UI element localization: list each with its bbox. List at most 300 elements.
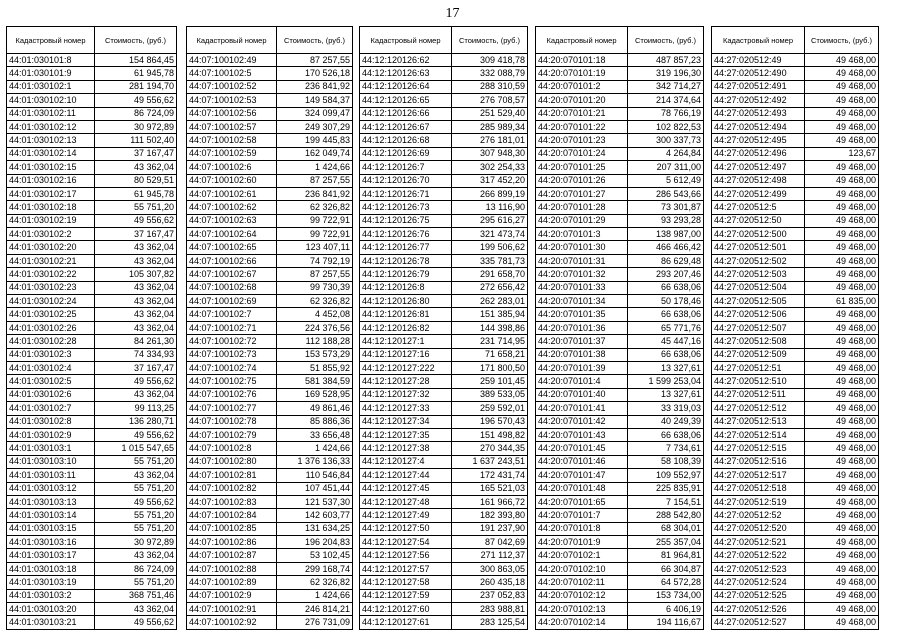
table-row [536, 94, 704, 107]
cost-cell: 37 167,47 [95, 228, 177, 241]
table-row [712, 442, 879, 455]
cadastral-number-cell: 44:20:070101:18 [536, 54, 628, 67]
cadastral-number-cell: 44:27:020512:506 [712, 308, 805, 321]
cost-cell: 276 181,01 [452, 134, 528, 147]
cadastral-table-5 [711, 26, 879, 630]
cost-cell: 259 592,01 [452, 402, 528, 415]
table-row [536, 482, 704, 495]
cost-cell: 58 108,39 [628, 455, 704, 468]
cadastral-number-cell: 44:20:070101:36 [536, 321, 628, 334]
cadastral-number-cell: 44:12:120126:8 [360, 281, 452, 294]
cadastral-number-cell: 44:07:100102:60 [187, 174, 277, 187]
table-row [360, 201, 528, 214]
cost-cell: 33 656,48 [277, 428, 353, 441]
table-row [187, 536, 353, 549]
cost-cell: 43 362,04 [95, 321, 177, 334]
cadastral-number-cell: 44:12:120127:1 [360, 335, 452, 348]
cadastral-number-cell: 44:01:030102:25 [7, 308, 95, 321]
table-row [712, 482, 879, 495]
cadastral-number-cell: 44:12:120127:4 [360, 455, 452, 468]
cadastral-number-cell: 44:12:120127:222 [360, 361, 452, 374]
cadastral-number-cell: 44:20:070101:41 [536, 402, 628, 415]
table-row [536, 80, 704, 93]
cadastral-number-cell: 44:20:070102:10 [536, 562, 628, 575]
cadastral-number-cell: 44:12:120127:34 [360, 415, 452, 428]
cadastral-number-cell: 44:07:100102:75 [187, 375, 277, 388]
cadastral-number-cell: 44:01:030102:21 [7, 254, 95, 267]
table-row [187, 348, 353, 361]
table-row [360, 107, 528, 120]
cadastral-number-cell: 44:07:100102:5 [187, 67, 277, 80]
cadastral-table-1 [6, 26, 177, 630]
cost-cell: 236 841,92 [277, 187, 353, 200]
cost-cell: 246 814,21 [277, 603, 353, 616]
table-row [536, 321, 704, 334]
table-row [712, 107, 879, 120]
table-row [7, 482, 177, 495]
cost-cell: 74 792,19 [277, 254, 353, 267]
cost-cell: 300 863,05 [452, 562, 528, 575]
cadastral-number-cell: 44:01:030102:5 [7, 375, 95, 388]
cadastral-number-cell: 44:07:100102:87 [187, 549, 277, 562]
cost-cell: 49 468,00 [805, 54, 879, 67]
table-row [360, 254, 528, 267]
cost-cell: 172 431,74 [452, 469, 528, 482]
cadastral-number-cell: 44:12:120126:65 [360, 94, 452, 107]
cost-cell: 49 468,00 [805, 576, 879, 589]
cadastral-number-cell: 44:07:100102:72 [187, 335, 277, 348]
cadastral-number-cell: 44:27:020512:527 [712, 616, 805, 629]
table-row [187, 388, 353, 401]
cost-cell: 136 280,71 [95, 415, 177, 428]
cadastral-number-cell: 44:27:020512:499 [712, 187, 805, 200]
cost-cell: 138 987,00 [628, 228, 704, 241]
cadastral-number-cell: 44:01:030103:2 [7, 589, 95, 602]
table-row [7, 321, 177, 334]
cadastral-number-cell: 44:07:100102:9 [187, 589, 277, 602]
cadastral-number-cell: 44:01:030103:14 [7, 509, 95, 522]
table-row [187, 321, 353, 334]
cadastral-number-cell: 44:20:070101:47 [536, 469, 628, 482]
cost-cell: 66 638,06 [628, 308, 704, 321]
cost-cell: 43 362,04 [95, 295, 177, 308]
table-row [187, 549, 353, 562]
table-row [360, 335, 528, 348]
cadastral-number-cell: 44:07:100102:59 [187, 147, 277, 160]
cost-cell: 1 424,66 [277, 161, 353, 174]
cadastral-number-cell: 44:01:030102:19 [7, 214, 95, 227]
table-row [712, 469, 879, 482]
cadastral-number-cell: 44:20:070101:19 [536, 67, 628, 80]
cost-cell: 1 424,66 [277, 589, 353, 602]
cadastral-number-cell: 44:12:120126:76 [360, 228, 452, 241]
header-cadastral-number: Кадастровый номер [187, 27, 277, 54]
cadastral-number-cell: 44:12:120126:63 [360, 67, 452, 80]
table-row [7, 536, 177, 549]
table-row [7, 228, 177, 241]
cadastral-number-cell: 44:01:030102:6 [7, 388, 95, 401]
cost-cell: 49 468,00 [805, 321, 879, 334]
table-row [360, 603, 528, 616]
cost-cell: 99 722,91 [277, 214, 353, 227]
cost-cell: 332 088,79 [452, 67, 528, 80]
cadastral-number-cell: 44:12:120127:44 [360, 469, 452, 482]
table-row [712, 147, 879, 160]
cadastral-number-cell: 44:07:100102:85 [187, 522, 277, 535]
table-row [7, 428, 177, 441]
cost-cell: 300 337,73 [628, 134, 704, 147]
cost-cell: 43 362,04 [95, 469, 177, 482]
cadastral-number-cell: 44:27:020512:511 [712, 388, 805, 401]
table-row [536, 495, 704, 508]
cadastral-number-cell: 44:27:020512:497 [712, 161, 805, 174]
cost-cell: 87 257,55 [277, 268, 353, 281]
cadastral-number-cell: 44:07:100102:53 [187, 94, 277, 107]
cost-cell: 30 972,89 [95, 536, 177, 549]
table-header-row [187, 27, 353, 54]
table-row [712, 415, 879, 428]
table-row [360, 281, 528, 294]
cost-cell: 49 556,62 [95, 375, 177, 388]
table-row [187, 603, 353, 616]
cost-cell: 49 468,00 [805, 388, 879, 401]
cadastral-number-cell: 44:12:120127:59 [360, 589, 452, 602]
cadastral-number-cell: 44:07:100102:7 [187, 308, 277, 321]
table-row [360, 536, 528, 549]
table-row [7, 375, 177, 388]
cost-cell: 30 972,89 [95, 120, 177, 133]
table-row [187, 161, 353, 174]
cost-cell: 49 468,00 [805, 603, 879, 616]
cost-cell: 255 357,04 [628, 536, 704, 549]
table-row [536, 603, 704, 616]
table-row [187, 134, 353, 147]
table-header-row [7, 27, 177, 54]
cadastral-number-cell: 44:01:030103:19 [7, 576, 95, 589]
cost-cell: 285 989,34 [452, 120, 528, 133]
cadastral-number-cell: 44:27:020512:493 [712, 107, 805, 120]
table-row [360, 589, 528, 602]
cost-cell: 55 751,20 [95, 576, 177, 589]
cost-cell: 33 319,03 [628, 402, 704, 415]
cost-cell: 99 730,39 [277, 281, 353, 294]
table-row [712, 562, 879, 575]
cost-cell: 283 988,81 [452, 603, 528, 616]
cadastral-number-cell: 44:07:100102:58 [187, 134, 277, 147]
cadastral-number-cell: 44:12:120126:71 [360, 187, 452, 200]
table-row [536, 254, 704, 267]
table-row [360, 549, 528, 562]
table-row [536, 295, 704, 308]
cadastral-number-cell: 44:27:020512:509 [712, 348, 805, 361]
table-row [536, 335, 704, 348]
cost-cell: 49 468,00 [805, 348, 879, 361]
cost-cell: 260 435,18 [452, 576, 528, 589]
table-row [7, 562, 177, 575]
table-row [7, 402, 177, 415]
cadastral-number-cell: 44:27:020512:526 [712, 603, 805, 616]
cost-cell: 49 468,00 [805, 228, 879, 241]
table-row [536, 67, 704, 80]
cost-cell: 49 861,46 [277, 402, 353, 415]
cost-cell: 1 424,66 [277, 442, 353, 455]
table-row [187, 495, 353, 508]
cadastral-number-cell: 44:20:070101:29 [536, 214, 628, 227]
cost-cell: 49 468,00 [805, 281, 879, 294]
table-row [187, 268, 353, 281]
cost-cell: 49 556,62 [95, 428, 177, 441]
cadastral-number-cell: 44:27:020512:524 [712, 576, 805, 589]
cadastral-number-cell: 44:20:070101:25 [536, 161, 628, 174]
cadastral-number-cell: 44:01:030102:23 [7, 281, 95, 294]
cadastral-number-cell: 44:27:020512:502 [712, 254, 805, 267]
table-row [187, 589, 353, 602]
cost-cell: 86 724,09 [95, 107, 177, 120]
table-row [712, 214, 879, 227]
cadastral-number-cell: 44:27:020512:50 [712, 214, 805, 227]
cost-cell: 107 451,44 [277, 482, 353, 495]
cost-cell: 84 261,30 [95, 335, 177, 348]
cadastral-number-cell: 44:01:030103:13 [7, 495, 95, 508]
table-row [536, 536, 704, 549]
table-row [712, 375, 879, 388]
table-row [360, 509, 528, 522]
cadastral-number-cell: 44:07:100102:68 [187, 281, 277, 294]
cadastral-number-cell: 44:07:100102:89 [187, 576, 277, 589]
table-header-row [712, 27, 879, 54]
cost-cell: 49 468,00 [805, 214, 879, 227]
cost-cell: 293 207,46 [628, 268, 704, 281]
cadastral-number-cell: 44:12:120127:33 [360, 402, 452, 415]
cost-cell: 49 468,00 [805, 375, 879, 388]
cadastral-number-cell: 44:20:070101:33 [536, 281, 628, 294]
cost-cell: 51 855,92 [277, 361, 353, 374]
cost-cell: 61 945,78 [95, 187, 177, 200]
table-row [7, 388, 177, 401]
cost-cell: 196 204,83 [277, 536, 353, 549]
table-row [187, 214, 353, 227]
cost-cell: 288 542,80 [628, 509, 704, 522]
cadastral-number-cell: 44:01:030103:1 [7, 442, 95, 455]
cost-cell: 43 362,04 [95, 388, 177, 401]
cadastral-number-cell: 44:27:020512:5 [712, 201, 805, 214]
cadastral-number-cell: 44:07:100102:6 [187, 161, 277, 174]
cost-cell: 112 188,28 [277, 335, 353, 348]
cost-cell: 162 049,74 [277, 147, 353, 160]
table-row [712, 576, 879, 589]
cadastral-number-cell: 44:12:120126:81 [360, 308, 452, 321]
cadastral-number-cell: 44:20:070101:4 [536, 375, 628, 388]
table-row [536, 281, 704, 294]
cost-cell: 73 301,87 [628, 201, 704, 214]
table-row [360, 321, 528, 334]
table-row [360, 147, 528, 160]
table-row [360, 522, 528, 535]
cost-cell: 225 835,91 [628, 482, 704, 495]
table-row [360, 576, 528, 589]
table-row [7, 348, 177, 361]
cadastral-number-cell: 44:07:100102:76 [187, 388, 277, 401]
table-row [536, 428, 704, 441]
cadastral-number-cell: 44:27:020512:495 [712, 134, 805, 147]
table-row [536, 442, 704, 455]
cadastral-number-cell: 44:07:100102:67 [187, 268, 277, 281]
cost-cell: 49 468,00 [805, 134, 879, 147]
cadastral-number-cell: 44:01:030102:4 [7, 361, 95, 374]
cost-cell: 55 751,20 [95, 201, 177, 214]
cadastral-number-cell: 44:27:020512:490 [712, 67, 805, 80]
table-row [7, 616, 177, 629]
cost-cell: 55 751,20 [95, 509, 177, 522]
table-row [536, 469, 704, 482]
cost-cell: 291 658,70 [452, 268, 528, 281]
table-row [536, 415, 704, 428]
cadastral-number-cell: 44:20:070101:40 [536, 388, 628, 401]
table-row [712, 228, 879, 241]
table-row [187, 576, 353, 589]
cadastral-number-cell: 44:20:070101:22 [536, 120, 628, 133]
cost-cell: 40 249,39 [628, 415, 704, 428]
table-row [187, 54, 353, 67]
table-row [7, 254, 177, 267]
cost-cell: 389 533,05 [452, 388, 528, 401]
table-row [536, 174, 704, 187]
cost-cell: 1 599 253,04 [628, 375, 704, 388]
cadastral-number-cell: 44:27:020512:518 [712, 482, 805, 495]
table-row [536, 509, 704, 522]
cadastral-number-cell: 44:07:100102:80 [187, 455, 277, 468]
cost-cell: 86 629,48 [628, 254, 704, 267]
cadastral-number-cell: 44:12:120127:58 [360, 576, 452, 589]
cost-cell: 288 310,59 [452, 80, 528, 93]
cost-cell: 251 529,40 [452, 107, 528, 120]
table-row [7, 94, 177, 107]
table-row [187, 482, 353, 495]
cadastral-number-cell: 44:07:100102:57 [187, 120, 277, 133]
table-row [712, 201, 879, 214]
cadastral-number-cell: 44:27:020512:496 [712, 147, 805, 160]
cost-cell: 37 167,47 [95, 147, 177, 160]
cost-cell: 86 724,09 [95, 562, 177, 575]
cost-cell: 237 052,83 [452, 589, 528, 602]
table-row [7, 295, 177, 308]
table-row [536, 361, 704, 374]
cost-cell: 335 781,73 [452, 254, 528, 267]
table-row [7, 442, 177, 455]
table-row [712, 241, 879, 254]
cadastral-number-cell: 44:20:070102:14 [536, 616, 628, 629]
cost-cell: 49 556,62 [95, 214, 177, 227]
table-row [7, 161, 177, 174]
cadastral-number-cell: 44:12:120127:54 [360, 536, 452, 549]
cost-cell: 307 948,30 [452, 147, 528, 160]
table-row [7, 174, 177, 187]
cadastral-number-cell: 44:27:020512:522 [712, 549, 805, 562]
cost-cell: 87 042,69 [452, 536, 528, 549]
table-row [7, 495, 177, 508]
table-row [536, 455, 704, 468]
cost-cell: 55 751,20 [95, 522, 177, 535]
cost-cell: 49 468,00 [805, 536, 879, 549]
cost-cell: 111 502,40 [95, 134, 177, 147]
cadastral-number-cell: 44:12:120126:66 [360, 107, 452, 120]
cost-cell: 71 658,21 [452, 348, 528, 361]
table-row [7, 415, 177, 428]
table-row [187, 254, 353, 267]
table-row [360, 120, 528, 133]
cost-cell: 214 374,64 [628, 94, 704, 107]
cost-cell: 49 468,00 [805, 161, 879, 174]
cost-cell: 272 656,42 [452, 281, 528, 294]
cadastral-number-cell: 44:12:120126:62 [360, 54, 452, 67]
cadastral-number-cell: 44:07:100102:73 [187, 348, 277, 361]
cadastral-number-cell: 44:12:120127:49 [360, 509, 452, 522]
cadastral-number-cell: 44:12:120126:64 [360, 80, 452, 93]
table-row [187, 415, 353, 428]
cadastral-number-cell: 44:20:070102:13 [536, 603, 628, 616]
cadastral-number-cell: 44:07:100102:81 [187, 469, 277, 482]
cost-cell: 64 572,28 [628, 576, 704, 589]
table-row [536, 616, 704, 629]
table-row [187, 522, 353, 535]
cadastral-number-cell: 44:27:020512:498 [712, 174, 805, 187]
cadastral-number-cell: 44:01:030102:20 [7, 241, 95, 254]
cost-cell: 102 822,53 [628, 120, 704, 133]
cadastral-number-cell: 44:07:100102:82 [187, 482, 277, 495]
table-row [360, 308, 528, 321]
cost-cell: 78 766,19 [628, 107, 704, 120]
cost-cell: 170 526,18 [277, 67, 353, 80]
table-row [360, 134, 528, 147]
cost-cell: 123 407,11 [277, 241, 353, 254]
cadastral-number-cell: 44:20:070101:48 [536, 482, 628, 495]
cost-cell: 49 468,00 [805, 428, 879, 441]
cadastral-number-cell: 44:12:120127:60 [360, 603, 452, 616]
table-row [360, 348, 528, 361]
table-row [360, 415, 528, 428]
table-row [360, 268, 528, 281]
table-row [712, 388, 879, 401]
cost-cell: 37 167,47 [95, 361, 177, 374]
cadastral-number-cell: 44:01:030102:13 [7, 134, 95, 147]
cadastral-number-cell: 44:07:100102:52 [187, 80, 277, 93]
table-row [187, 241, 353, 254]
cost-cell: 61 945,78 [95, 67, 177, 80]
cost-cell: 7 154,51 [628, 495, 704, 508]
cadastral-number-cell: 44:07:100102:56 [187, 107, 277, 120]
cost-cell: 49 468,00 [805, 415, 879, 428]
cadastral-number-cell: 44:01:030102:18 [7, 201, 95, 214]
table-row [712, 335, 879, 348]
cost-cell: 321 473,74 [452, 228, 528, 241]
table-row [712, 348, 879, 361]
table-row [360, 442, 528, 455]
header-cadastral-number: Кадастровый номер [7, 27, 95, 54]
cost-cell: 49 468,00 [805, 589, 879, 602]
cadastral-number-cell: 44:20:070101:35 [536, 308, 628, 321]
table-row [187, 94, 353, 107]
cost-cell: 85 886,36 [277, 415, 353, 428]
cadastral-number-cell: 44:01:030102:9 [7, 428, 95, 441]
cadastral-number-cell: 44:07:100102:83 [187, 495, 277, 508]
cadastral-number-cell: 44:27:020512:508 [712, 335, 805, 348]
cadastral-number-cell: 44:01:030102:15 [7, 161, 95, 174]
table-row [7, 214, 177, 227]
cost-cell: 153 573,29 [277, 348, 353, 361]
cost-cell: 74 334,93 [95, 348, 177, 361]
table-row [7, 54, 177, 67]
cadastral-number-cell: 44:01:030102:2 [7, 228, 95, 241]
